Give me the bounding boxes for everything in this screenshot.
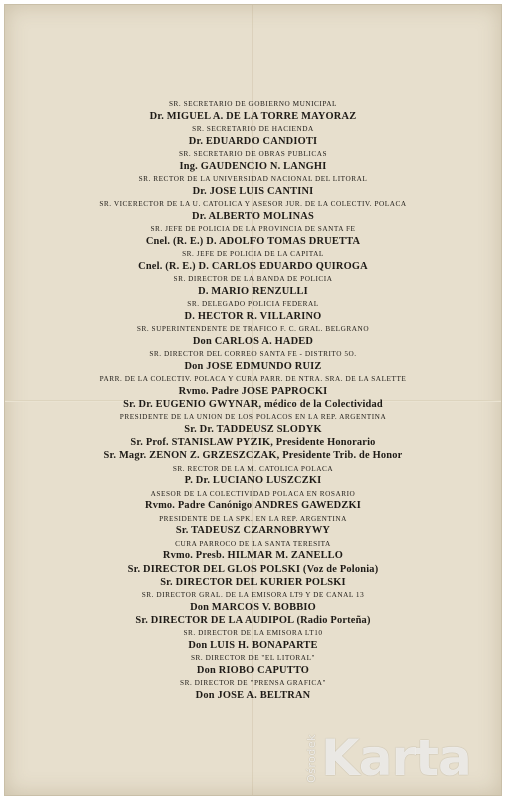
guest-entry	[5, 563, 501, 576]
guest-entry	[5, 385, 501, 398]
guest-role: ASESOR DE LA COLECTIVIDAD POLACA EN ROSARIO	[150, 488, 356, 498]
guest-entry	[5, 285, 501, 310]
guest-entry	[5, 576, 501, 601]
guest-name: Ing. GAUDENCIO N. LANGHI	[179, 160, 327, 172]
guest-entry	[5, 524, 501, 549]
guest-entry	[5, 499, 501, 524]
guest-name: D. HECTOR R. VILLARINO	[184, 310, 322, 322]
watermark-logo-text: Karta	[321, 729, 471, 787]
guest-name: Rvmo. Padre Canónigo ANDRES GAWEDZKI	[145, 500, 361, 512]
guest-entry	[5, 235, 501, 260]
watermark-small-text: Ośrodek	[305, 734, 318, 784]
guest-name: Don RIOBO CAPUTTO	[196, 665, 310, 677]
guest-role: SR. DIRECTOR DE "EL LITORAL"	[190, 653, 316, 663]
guest-role: PRESIDENTE DE LA SPK. EN LA REP. ARGENTINA	[159, 513, 347, 523]
guest-name: Sr. DIRECTOR DEL GLOS POLSKI (Voz de Polonia)	[127, 563, 379, 575]
guest-entry	[5, 398, 501, 423]
guest-entry	[5, 135, 501, 160]
guest-name: Sr. DIRECTOR DEL KURIER POLSKI	[160, 576, 346, 588]
guest-entry	[5, 423, 501, 436]
guest-name: Dr. EDUARDO CANDIOTI	[188, 135, 318, 147]
guest-role: SR. JEFE DE POLICIA DE LA CAPITAL	[182, 249, 324, 258]
guest-name: Sr. Dr. EUGENIO GWYNAR, médico de la Colectividad	[123, 399, 383, 410]
guest-name: Don MARCOS V. BOBBIO	[190, 601, 316, 613]
guest-name: Sr. Dr. TADDEUSZ SLODYK	[184, 424, 322, 435]
guest-entry	[5, 664, 501, 689]
guest-name: Sr. Magr. ZENON Z. GRZESZCZAK, Presidente Trib. de Honor	[103, 450, 403, 462]
guest-entry	[5, 160, 501, 185]
guest-role: SR. VICERECTOR DE LA U. CATOLICA Y ASESOR JUR. DE LA COLECTIV. POLACA	[99, 199, 407, 208]
guest-entry	[5, 360, 501, 385]
guest-role: SR. DIRECTOR DE LA EMISORA LT10	[183, 628, 323, 638]
guest-role: SR. SECRETARIO DE GOBIERNO MUNICIPAL	[168, 99, 338, 108]
guest-role: SR. JEFE DE POLICIA DE LA PROVINCIA DE SANTA FE	[150, 224, 356, 233]
guest-entry	[5, 639, 501, 664]
document-sheet	[4, 4, 502, 796]
guest-name: Don LUIS H. BONAPARTE	[188, 640, 318, 652]
guest-role: SR. RECTOR DE LA M. CATOLICA POLACA	[172, 463, 334, 473]
guest-name: Dr. JOSE LUIS CANTINI	[192, 185, 314, 197]
guest-entry	[5, 335, 501, 360]
guest-role: SR. RECTOR DE LA UNIVERSIDAD NACIONAL DEL LITORAL	[138, 174, 368, 183]
guest-entry	[5, 601, 501, 614]
guest-name: Don JOSE EDMUNDO RUIZ	[184, 360, 322, 372]
guest-name: Dr. ALBERTO MOLINAS	[192, 210, 314, 222]
guest-entry	[5, 310, 501, 335]
guest-entry	[5, 98, 501, 110]
guest-role: PARR. DE LA COLECTIV. POLACA Y CURA PARR. DE NTRA. SRA. DE LA SALETTE	[99, 374, 407, 383]
guest-name: Sr. DIRECTOR DE LA AUDIPOL (Radio Porteña)	[135, 615, 371, 627]
guest-role: SR. DIRECTOR GRAL. DE LA EMISORA LT9 Y DE CANAL 13	[141, 590, 365, 600]
guest-role: SR. SECRETARIO DE HACIENDA	[192, 124, 314, 133]
guest-name: Rvmo. Presb. HILMAR M. ZANELLO	[162, 550, 344, 562]
guest-name: Rvmo. Padre JOSE PAPROCKI	[178, 385, 328, 397]
guest-role: SR. SUPERINTENDENTE DE TRAFICO F. C. GRAL. BELGRANO	[136, 324, 370, 333]
guest-entry	[5, 474, 501, 499]
guest-entry	[5, 260, 501, 285]
guest-entry	[5, 185, 501, 210]
guest-entry	[5, 210, 501, 235]
guest-entry	[5, 110, 501, 135]
guest-name: Cnel. (R. E.) D. ADOLFO TOMAS DRUETTA	[145, 235, 361, 247]
guest-role: SR. DIRECTOR DE LA BANDA DE POLICIA	[173, 274, 333, 283]
guest-name: Don CARLOS A. HADED	[192, 335, 314, 347]
guest-name: Cnel. (R. E.) D. CARLOS EDUARDO QUIROGA	[138, 260, 368, 272]
guest-name: Sr. TADEUSZ CZARNOBRYWY	[175, 525, 331, 537]
guest-name: Dr. MIGUEL A. DE LA TORRE MAYORAZ	[149, 110, 357, 122]
guest-entry	[5, 449, 501, 474]
guest-role: PRESIDENTE DE LA UNION DE LOS POLACOS EN LA REP. ARGENTINA	[119, 412, 387, 422]
guest-entry	[5, 436, 501, 449]
guest-role: SR. DIRECTOR DEL CORREO SANTA FE - DISTRITO 5O.	[149, 349, 357, 358]
guest-role: CURA PARROCO DE LA SANTA TERESITA	[175, 538, 331, 548]
guest-name: Don JOSE A. BELTRAN	[195, 690, 311, 702]
guest-role: SR. DIRECTOR DE "PRENSA GRAFICA"	[180, 678, 326, 688]
guest-role: SR. SECRETARIO DE OBRAS PUBLICAS	[178, 149, 328, 158]
guest-name: P. Dr. LUCIANO LUSZCZKI	[184, 475, 322, 487]
guest-name: D. MARIO RENZULLI	[198, 285, 308, 297]
guest-list	[5, 98, 501, 702]
guest-name: Sr. Prof. STANISLAW PYZIK, Presidente Honorario	[130, 437, 376, 449]
guest-entry	[5, 689, 501, 702]
guest-entry	[5, 549, 501, 562]
guest-entry	[5, 614, 501, 639]
guest-role: SR. DELEGADO POLICIA FEDERAL	[187, 299, 319, 308]
